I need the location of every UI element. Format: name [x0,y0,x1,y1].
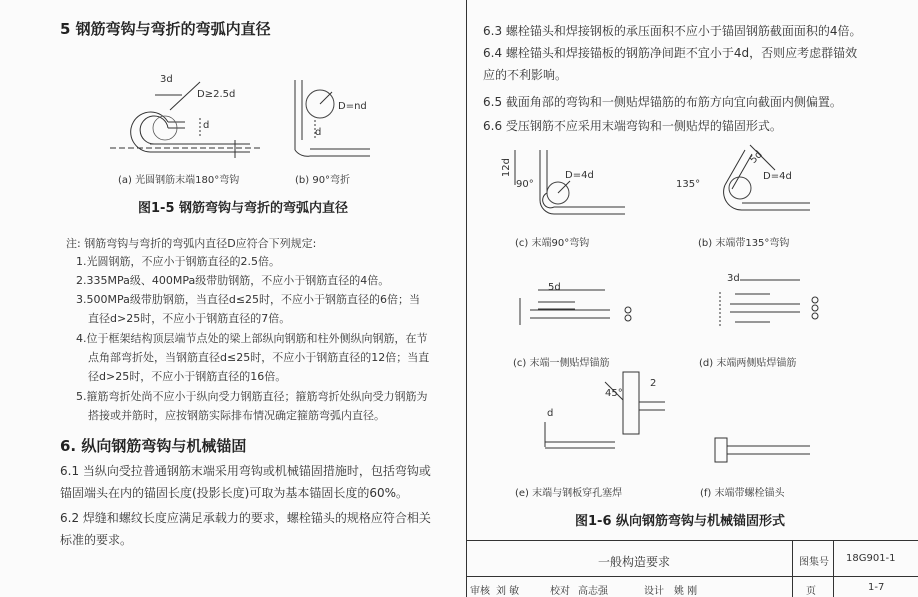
label-45-deg: 45° [605,388,623,399]
fig-1-6c-one-side-weld [510,280,640,340]
label-D-4d-d: D=4d [763,171,792,182]
para-6-1-b: 锚固端头在内的锚固长度(投影长度)可取为基本锚固长度的60%。 [60,486,409,500]
label-3d: 3d [160,74,173,85]
checker-name: 高志强 [578,586,608,597]
para-6-6: 6.6 受压钢筋不应采用末端弯钩和一侧贴焊的锚固形式。 [483,119,782,133]
label-d-b: d [315,127,322,138]
label-2: 2 [650,378,657,389]
fig-1-5a-caption: (a) 光圆钢筋末端180°弯钩 [118,175,240,186]
fig-1-6a-caption: (c) 末端90°弯钩 [515,238,590,249]
fig-1-6b-135-hook [680,140,820,220]
title-block [466,540,918,597]
label-90-deg: 90° [516,179,534,190]
atlas-no: 18G901-1 [846,553,896,564]
note-3a: 3.500MPa级带肋钢筋，当直径d≤25时，不应小于钢筋直径的6倍；当 [76,293,421,306]
design-label: 设计 [644,586,664,597]
fig-1-6d-caption: (d) 末端两侧贴焊锚筋 [699,358,797,369]
page-label: 页 [806,586,816,597]
check-label: 校对 [550,586,570,597]
label-3d-d: 3d [727,273,740,284]
note-4a: 4.位于框架结构顶层端节点处的梁上部纵向钢筋和柱外侧纵向钢筋，在节 [76,332,428,345]
section-6-heading: 6. 纵向钢筋弯钩与机械锚固 [60,437,247,455]
label-5d-b: 5d [747,149,765,166]
para-6-5: 6.5 截面角部的弯钩和一侧贴焊锚筋的布筋方向宜向截面内侧偏置。 [483,95,842,109]
review-label: 审核 [470,586,490,597]
label-D-4d-c: D=4d [565,170,594,181]
para-6-2-b: 标准的要求。 [60,533,133,547]
fig-1-5-title: 图1-5 钢筋弯钩与弯折的弯弧内直径 [138,201,349,216]
label-135-deg: 135° [676,179,701,190]
fig-1-5a-hook-180 [110,70,270,160]
para-6-1-a: 6.1 当纵向受拉普通钢筋末端采用弯钩或机械锚固措施时，包括弯钩或 [60,464,431,478]
designer-name: 姚 刚 [674,586,698,597]
label-12d: 12d [501,158,512,178]
atlas-no-label: 图集号 [799,557,829,568]
label-D-2-5d: D≥2.5d [197,89,236,100]
fig-1-6f-caption: (f) 末端带螺栓锚头 [700,488,785,499]
reviewer-name: 刘 敏 [496,586,520,597]
para-6-2-a: 6.2 焊缝和螺纹长度应满足承载力的要求，螺栓锚头的规格应符合相关 [60,511,431,525]
page-number: 1-7 [868,582,885,593]
label-d-e: d [547,408,554,419]
notes-intro: 注: 钢筋弯钩与弯折的弯弧内直径D应符合下列规定: [66,237,317,250]
label-D-nd: D=nd [338,101,367,112]
label-5d-c: 5d [548,282,561,293]
note-1: 1.光圆钢筋，不应小于钢筋直径的2.5倍。 [76,255,280,268]
fig-1-6-title: 图1-6 纵向钢筋弯钩与机械锚固形式 [575,514,786,529]
label-d-a: d [203,120,210,131]
fig-1-6c-caption: (c) 末端一侧贴焊锚筋 [513,358,610,369]
fig-1-6f-bolt-head [710,430,820,480]
fig-1-6d-two-side-weld [690,272,830,342]
fig-1-6e-caption: (e) 末端与钢板穿孔塞焊 [515,488,623,499]
para-6-4-a: 6.4 螺栓锚头和焊接锚板的钢筋净间距不宜小于4d，否则应考虑群锚效 [483,46,858,60]
note-4c: 径d>25时，不应小于钢筋直径的16倍。 [88,370,287,383]
page-divider [466,0,467,597]
para-6-3: 6.3 螺栓锚头和焊接钢板的承压面积不应小于锚固钢筋截面面积的4倍。 [483,24,862,38]
fig-1-5b-bend-90 [290,80,380,160]
para-6-4-b: 应的不利影响。 [483,68,568,82]
note-2: 2.335MPa级、400MPa级带肋钢筋，不应小于钢筋直径的4倍。 [76,274,390,287]
fig-1-5b-caption: (b) 90°弯折 [295,175,351,186]
section-5-heading: 5 钢筋弯钩与弯折的弯弧内直径 [60,20,271,38]
note-3b: 直径d>25时，不应小于钢筋直径的7倍。 [88,312,291,325]
fig-1-6b-caption: (b) 末端带135°弯钩 [698,238,790,249]
note-5b: 搭接或并筋时，应按钢筋实际排布情况确定箍筋弯弧内直径。 [88,409,385,422]
title-block-title: 一般构造要求 [598,555,671,569]
note-5a: 5.箍筋弯折处尚不应小于纵向受力钢筋直径；箍筋弯折处纵向受力钢筋为 [76,390,428,403]
note-4b: 点角部弯折处，当钢筋直径d≤25时，不应小于钢筋直径的12倍；当直 [88,351,430,364]
